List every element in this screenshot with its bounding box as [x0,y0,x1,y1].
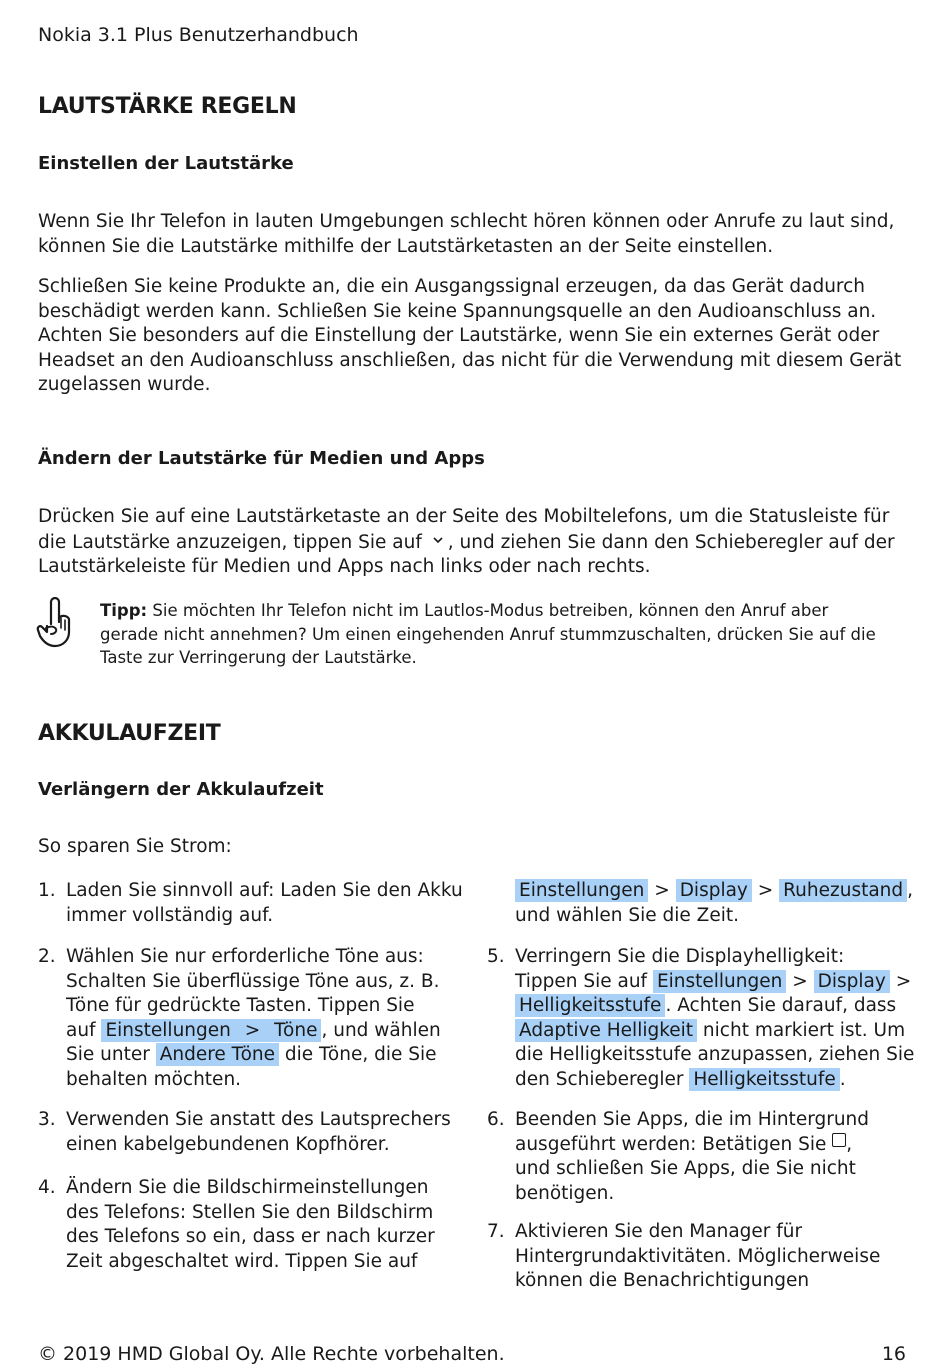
text-line [515,1133,869,1158]
text-segment: Sie möchten Ihr Telefon nicht im Lautlos-Modus betreiben, können den Anruf aber [147,601,829,620]
text-segment: , und wählen [321,1019,441,1041]
text-segment: den Schieberegler [515,1068,690,1090]
text-segment: , und ziehen Sie dann den Schieberegler auf der [447,531,895,553]
text-line: immer vollständig auf. [66,904,274,926]
pointing-hand-icon [36,596,74,650]
text-segment: ausgeführt werden: Betätigen Sie [515,1133,833,1155]
text-line: Wählen Sie nur erforderliche Töne aus: [66,946,424,967]
list-number: 4. [38,1177,56,1198]
text-line: zugelassen wurde. [38,374,211,395]
text-line: die Helligkeitsstufe anzupassen, ziehen Sie [515,1044,915,1065]
text-line [515,1019,914,1044]
highlight-settings: Einstellungen [101,1019,234,1042]
text-line [515,879,913,904]
text-segment: . [839,1068,846,1090]
subsection-title-battery: Verlängern der Akkulaufzeit [38,779,324,800]
text-line: können Sie die Lautstärke mithilfe der Lautstärketasten an der Seite einstellen. [38,235,774,257]
text-line: Zeit abgeschaltet wird. Tippen Sie auf [66,1250,418,1272]
text-segment: , [907,880,914,901]
list-column-left [38,879,468,1279]
text-segment: > [648,880,676,901]
text-line: Verringern Sie die Displayhelligkeit: [515,946,845,967]
list-number: 2. [38,946,56,967]
text-line: Lautstärkeleiste für Medien und Apps nach links oder nach rechts. [38,556,651,577]
highlight-display: Display [676,879,752,902]
text-line: Töne für gedrückte Tasten. Tippen Sie [66,995,415,1016]
section-title-volume: LAUTSTÄRKE REGELN [38,94,297,119]
copyright-footer: © 2019 HMD Global Oy. Alle Rechte vorbehalten. [38,1343,505,1365]
text-line: behalten möchten. [66,1068,242,1090]
text-line: einen kabelgebundenen Kopfhörer. [66,1133,390,1155]
text-line [100,599,900,623]
text-line: Hintergrundaktivitäten. Möglicherweise [515,1245,881,1267]
highlight-settings: Einstellungen [515,879,648,902]
text-line: und wählen Sie die Zeit. [515,904,740,926]
section-title-battery: AKKULAUFZEIT [38,721,221,746]
document-header: Nokia 3.1 Plus Benutzerhandbuch [38,24,359,46]
text-line: Headset an den Audioanschluss anschließen, das nicht für die Verwendung mit diesem Gerät [38,349,902,371]
highlight-display: Display [814,970,890,993]
list-number: 5. [487,946,505,967]
text-line [38,530,918,556]
text-line: können die Benachrichtigungen [515,1270,810,1291]
battery-intro: So sparen Sie Strom: [38,836,232,857]
page-number: 16 [881,1343,906,1365]
text-segment: > [751,880,780,901]
text-line: Drücken Sie auf eine Lautstärketaste an der Seite des Mobiltelefons, um die Statusleiste für [38,506,890,527]
highlight-tones: Töne [270,1019,321,1042]
text-line: Achten Sie besonders auf die Einstellung der Lautstärke, wenn Sie ein externes Gerät oder [38,325,880,346]
text-line: Aktivieren Sie den Manager für [515,1221,803,1242]
text-line: Taste zur Verringerung der Lautstärke. [100,648,417,667]
list-column-right [487,879,917,1299]
text-line: Schließen Sie keine Produkte an, die ein Ausgangssignal erzeugen, da das Gerät dadurch [38,276,866,297]
list-number: 1. [38,880,56,901]
text-segment: Tippen Sie auf [515,970,653,992]
text-line [515,1068,914,1093]
text-segment: , [846,1133,853,1155]
text-line: Wenn Sie Ihr Telefon in lauten Umgebungen schlecht hören können oder Anrufe zu laut sind, [38,211,895,232]
text-line [515,994,914,1019]
text-line: benötigen. [515,1182,615,1204]
text-line: des Telefons so ein, dass er nach kurzer [66,1226,435,1247]
text-line [515,970,914,995]
highlight-other-tones: Andere Töne [156,1043,279,1066]
highlight-separator: > [235,1019,270,1042]
subsection-title-adjust-volume: Einstellen der Lautstärke [38,153,294,174]
paragraph-safety-warning [38,275,918,398]
text-line: des Telefons: Stellen Sie den Bildschirm [66,1201,434,1223]
text-segment: die Lautstärke anzuzeigen, tippen Sie auf [38,531,422,553]
text-segment: die Töne, die Sie [279,1044,437,1065]
text-line: Ändern Sie die Bildschirmeinstellungen [66,1177,429,1198]
text-segment: Sie unter [66,1044,156,1065]
paragraph-media-volume [38,505,918,580]
text-segment: auf [66,1019,102,1041]
highlight-brightness-level: Helligkeitsstufe [689,1068,839,1091]
text-line: gerade nicht annehmen? Um einen eingehenden Anruf stummzuschalten, drücken Sie auf die [100,624,876,644]
highlight-adaptive-brightness: Adaptive Helligkeit [515,1019,697,1042]
text-line [66,1019,441,1044]
text-line: Laden Sie sinnvoll auf: Laden Sie den Akku [66,880,463,901]
text-line: Verwenden Sie anstatt des Lautsprechers [66,1109,451,1130]
text-segment: . Achten Sie darauf, dass [665,995,897,1016]
tip-box [100,599,900,670]
highlight-settings: Einstellungen [653,970,786,993]
list-number: 3. [38,1109,56,1130]
text-line: beschädigt werden kann. Schließen Sie keine Spannungsquelle an den Audioanschluss an. [38,300,877,322]
text-line [66,1043,441,1068]
square-icon [832,1133,846,1147]
chevron-down-icon [432,530,444,555]
highlight-sleep: Ruhezustand [779,879,907,902]
list-number: 7. [487,1221,505,1242]
text-segment: > [889,970,912,992]
subsection-title-media-volume: Ändern der Lautstärke für Medien und Apps [38,448,485,469]
text-line: Beenden Sie Apps, die im Hintergrund [515,1109,870,1130]
paragraph-volume-intro [38,210,918,259]
highlight-brightness-level: Helligkeitsstufe [515,994,665,1017]
list-number: 6. [487,1109,505,1130]
text-line: Schalten Sie überflüssige Töne aus, z. B. [66,970,440,992]
tip-label: Tipp: [100,601,148,620]
text-segment: nicht markiert ist. Um [697,1019,906,1041]
text-segment: > [786,970,814,992]
text-line: und schließen Sie Apps, die Sie nicht [515,1158,856,1179]
